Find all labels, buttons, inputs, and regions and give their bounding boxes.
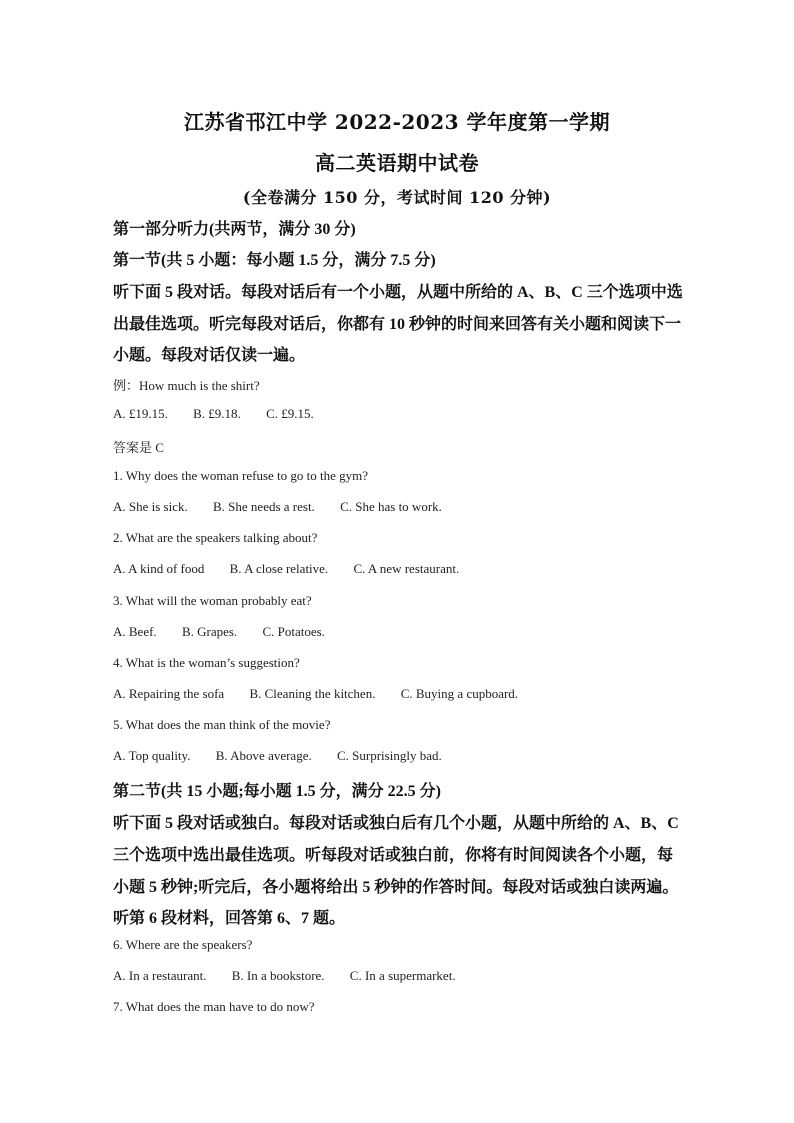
option-a: A. Repairing the sofa (113, 686, 225, 701)
option-b: B. A close relative. (229, 561, 329, 576)
section1-heading: 第一节(共 5 小题：每小题 1.5 分，满分 7.5 分) (113, 252, 436, 269)
question-3-options (113, 624, 685, 640)
exam-title-line2: 高二英语期中试卷 (315, 151, 479, 175)
option-b: B. In a bookstore. (231, 968, 325, 983)
section2-heading: 第二节(共 15 小题;每小题 1.5 分，满分 22.5 分) (113, 783, 441, 800)
option-c: C. Surprisingly bad. (336, 748, 442, 763)
exam-subtitle: (全卷满分 150 分，考试时间 120 分钟) (242, 188, 552, 207)
question-4-options (113, 686, 685, 702)
section2-instruction-line: 听第 6 段材料，回答第 6、7 题。 (113, 910, 346, 927)
option-a: A. Beef. (113, 624, 157, 639)
section2-instruction-line: 三个选项中选出最佳选项。听每段对话或独白前，你将有时间阅读各个小题，每 (113, 847, 674, 864)
option-c: C. She has to work. (340, 499, 442, 514)
option-a: A. A kind of food (113, 561, 205, 576)
section1-instruction-line: 小题。每段对话仅读一遍。 (113, 347, 306, 364)
section1-instruction-line: 出最佳选项。听完每段对话后，你都有 10 秒钟的时间来回答有关小题和阅读下一 (113, 316, 682, 333)
option-c: C. Potatoes. (262, 624, 325, 639)
option-b: B. Above average. (215, 748, 312, 763)
option-c: C. A new restaurant. (353, 561, 460, 576)
part1-heading: 第一部分听力(共两节，满分 30 分) (113, 221, 356, 238)
option-a: A. She is sick. (113, 499, 188, 514)
question-1-options (113, 499, 685, 515)
option-c: C. £9.15. (266, 406, 314, 421)
option-a: A. Top quality. (113, 748, 191, 763)
question-1: 1. Why does the woman refuse to go to the gym? (113, 468, 369, 483)
example-question: 例：How much is the shirt? (113, 378, 260, 393)
option-b: B. She needs a rest. (213, 499, 315, 514)
example-answer: 答案是 C (113, 440, 164, 455)
option-c: C. In a supermarket. (349, 968, 456, 983)
option-b: B. £9.18. (193, 406, 241, 421)
option-a: A. £19.15. (113, 406, 168, 421)
question-6: 6. Where are the speakers? (113, 937, 253, 952)
question-2: 2. What are the speakers talking about? (113, 530, 318, 545)
option-c: C. Buying a cupboard. (400, 686, 519, 701)
section2-instruction-line: 小题 5 秒钟;听完后，各小题将给出 5 秒钟的作答时间。每段对话或独白读两遍。 (113, 879, 679, 896)
question-5: 5. What does the man think of the movie? (113, 717, 331, 732)
question-3: 3. What will the woman probably eat? (113, 593, 312, 608)
question-6-options (113, 968, 685, 984)
exam-title-line1: 江苏省邗江中学 2022-2023 学年度第一学期 (183, 110, 611, 134)
section1-instruction-line: 听下面 5 段对话。每段对话后有一个小题，从题中所给的 A、B、C 三个选项中选 (113, 284, 683, 301)
option-b: B. Cleaning the kitchen. (249, 686, 376, 701)
option-b: B. Grapes. (181, 624, 238, 639)
question-5-options (113, 748, 685, 764)
question-2-options (113, 561, 685, 577)
question-7: 7. What does the man have to do now? (113, 999, 315, 1014)
option-a: A. In a restaurant. (113, 968, 207, 983)
example-options (113, 406, 685, 422)
question-4: 4. What is the woman’s suggestion? (113, 655, 300, 670)
section2-instruction-line: 听下面 5 段对话或独白。每段对话或独白后有几个小题，从题中所给的 A、B、C (113, 815, 679, 832)
